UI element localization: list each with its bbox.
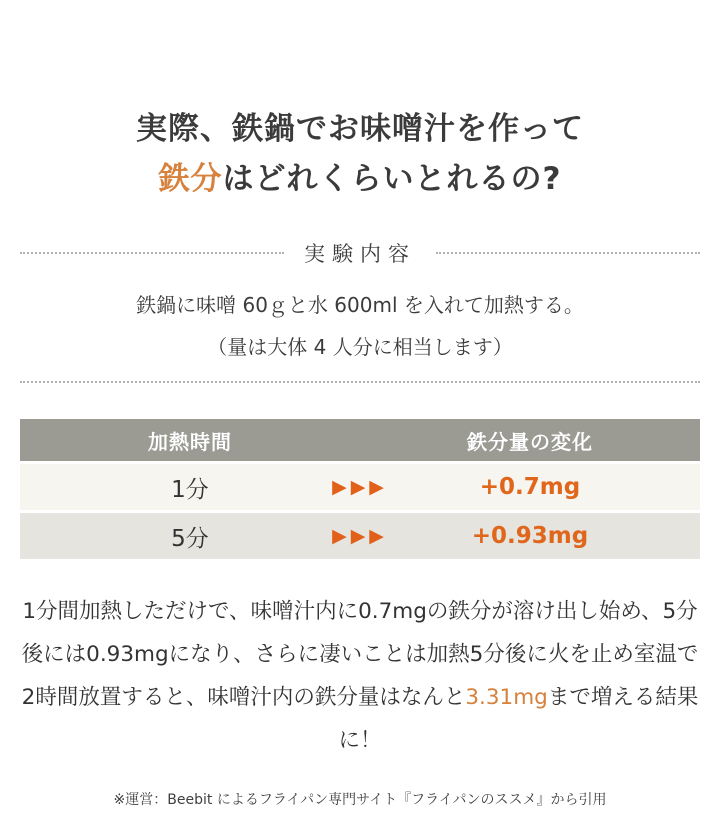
- heating-time-value: 5分: [171, 525, 209, 552]
- result-highlight-value: 3.31mg: [465, 685, 548, 710]
- table-header-heating-time: 加熱時間: [148, 429, 232, 454]
- experiment-description-line1: 鉄鍋に味噌 60ｇと水 600ml を入れて加熱する。: [136, 293, 584, 317]
- triple-arrow-icon: ▶▶▶: [332, 525, 388, 547]
- triple-arrow-icon: ▶▶▶: [332, 476, 388, 498]
- dotted-rule-left: [20, 252, 284, 254]
- experiment-section-header: [20, 238, 700, 268]
- table-row: [20, 513, 700, 559]
- page-title-line2: [0, 154, 720, 204]
- title-line2-rest: はどれくらいとれるの?: [222, 161, 562, 197]
- result-text-part2: まで増える結果に！: [338, 685, 699, 753]
- page-title: [0, 104, 720, 204]
- experiment-description: [0, 284, 720, 368]
- iron-amount-table: [20, 419, 700, 559]
- iron-change-value: +0.7mg: [479, 474, 581, 500]
- iron-change-value: +0.93mg: [471, 523, 589, 549]
- page-title-line1: 実際、鉄鍋でお味噌汁を作って: [136, 111, 584, 147]
- result-text-part1: 1分間加熱しただけで、味噌汁内に0.7mgの鉄分が溶け出し始め、5分後には0.93mgになり、さらに凄いことは加熱5分後に火を止め室温で2時間放置すると、味噌汁内の鉄分量はなんと: [21, 599, 699, 710]
- dotted-rule-right: [436, 252, 700, 254]
- title-highlight-iron: 鉄分: [158, 161, 223, 197]
- table-header-iron-change: 鉄分量の変化: [467, 429, 593, 454]
- dotted-divider: [20, 381, 700, 383]
- table-row: [20, 464, 700, 510]
- result-paragraph: [16, 590, 704, 762]
- heating-time-value: 1分: [171, 476, 209, 503]
- experiment-section-label: 実験内容: [304, 242, 416, 266]
- source-footnote: ※運営：Beebit によるフライパン専門サイト『フライパンのススメ』から引用: [113, 792, 607, 808]
- table-header-row: [20, 419, 700, 461]
- experiment-description-line2: （量は大体 4 人分に相当します）: [207, 335, 513, 359]
